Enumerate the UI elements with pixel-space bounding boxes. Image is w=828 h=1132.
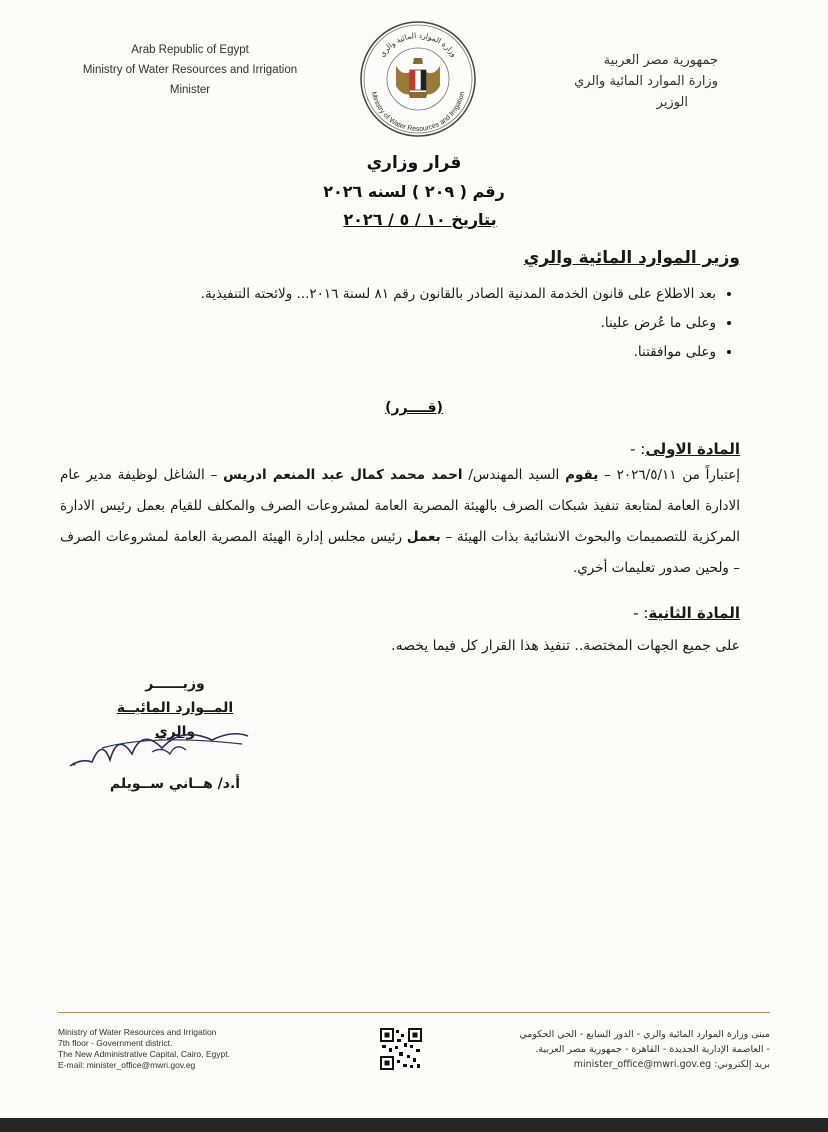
bottom-bar <box>0 1118 828 1132</box>
decree-number: رقم ( ٢٠٩ ) لسنه ٢٠٢٦ <box>323 182 505 201</box>
article-2-suffix: : - <box>633 604 649 622</box>
footer-arabic <box>440 1027 770 1072</box>
article-2-body: على جميع الجهات المختصة.. تنفيذ هذا القرار كل فيما يخصه. <box>391 638 740 654</box>
decree-date: بتاريخ ١٠ / ٥ / ٢٠٢٦ <box>343 210 497 229</box>
article-1-person-name: احمد محمد كمال عبد المنعم ادريس <box>223 467 463 483</box>
article-1-heading <box>630 440 740 458</box>
header-ar-country: جمهورية مصر العربية <box>603 53 718 68</box>
seal-arabic-text: وزارة الموارد المائية والري <box>377 30 459 59</box>
header-en-country: Arab Republic of Egypt <box>131 44 249 56</box>
svg-text:وزارة الموارد المائية والري <box>377 31 459 59</box>
article-1-text: إعتباراً من ٢٠٢٦/٥/١١ – <box>598 467 740 483</box>
preamble-list <box>56 280 740 367</box>
article-1-text: – الشاغل لوظيفة مدير عام الادارة العامة لمتابعة تنفيذ شبكات الصرف بالهيئة المصرية العامة لمشروعات الصرف والمكلف للقيام بعمل رئيس الادارة المركزية للتصميمات والبحوث الانشائية بذات الهيئة – <box>60 467 740 545</box>
footer-divider <box>58 1012 770 1013</box>
signature-title: وزيــــــر <box>145 676 205 692</box>
article-2-heading <box>633 604 740 622</box>
footer-ar-line: - العاصمة الإدارية الجديدة - القاهرة - جمهورية مصر العربية. <box>535 1044 770 1055</box>
article-1-text: رئيس مجلس إدارة الهيئة المصرية العامة لمشروعات الصرف – ولحين صدور تعليمات أخري. <box>60 529 740 576</box>
header-arabic <box>518 50 718 113</box>
header-en-title: Minister <box>169 84 211 96</box>
article-1-title: المادة الاولى <box>645 440 740 458</box>
signature-name: أ.د/ هــاني ســويلم <box>109 776 241 792</box>
article-1-bold: بعمل <box>406 529 441 545</box>
preamble-item: • وعلى ما عُرض علينا. <box>56 309 716 338</box>
article-1-suffix: : - <box>630 440 646 458</box>
decree-title: قرار وزاري <box>366 153 462 173</box>
signature-ministry: المــوارد المائيــة والري <box>116 700 234 740</box>
article-1-text: السيد المهندس/ <box>462 467 566 483</box>
footer-en-email: E-mail: minister_office@mwri.gov.eg <box>58 1060 196 1070</box>
article-1-bold: يقوم <box>565 467 599 483</box>
footer-ar-line: مبنى وزارة الموارد المائية والري - الدور السابع - الحي الحكومي <box>519 1029 770 1040</box>
article-1-body <box>60 460 740 584</box>
qr-code-icon <box>380 1028 422 1070</box>
header-english <box>45 40 335 100</box>
footer-en-line: The New Administrative Capital, Cairo, Egypt. <box>58 1049 230 1059</box>
header-en-ministry: Ministry of Water Resources and Irrigation <box>82 64 298 76</box>
footer-en-line: Ministry of Water Resources and Irrigation <box>58 1027 217 1037</box>
header-ar-title: الوزير <box>656 95 688 110</box>
seal-english-text: Ministry of Water Resources and Irrigation <box>369 91 467 134</box>
header-ar-ministry: وزارة الموارد المائية والري <box>574 74 718 89</box>
footer-ar-email: بريد إلكتروني: minister_office@mwri.gov.eg <box>573 1059 770 1070</box>
article-2-title: المادة الثانية <box>648 604 740 622</box>
preamble-item: • بعد الاطلاع على قانون الخدمة المدنية الصادر بالقانون رقم ٨١ لسنة ٢٠١٦... ولائحته التنفيذية. <box>56 280 716 309</box>
handwritten-signature-icon <box>62 718 262 778</box>
ministry-seal <box>357 18 479 140</box>
decision-heading: (قــــرر) <box>385 400 443 416</box>
footer-en-line: 7th floor - Government district. <box>58 1038 173 1048</box>
preamble-item: • وعلى موافقتنا. <box>56 338 716 367</box>
minister-heading: وزير الموارد المائية والري <box>523 248 740 268</box>
seal-emblem-icon <box>357 18 479 140</box>
footer-english <box>58 1027 318 1071</box>
